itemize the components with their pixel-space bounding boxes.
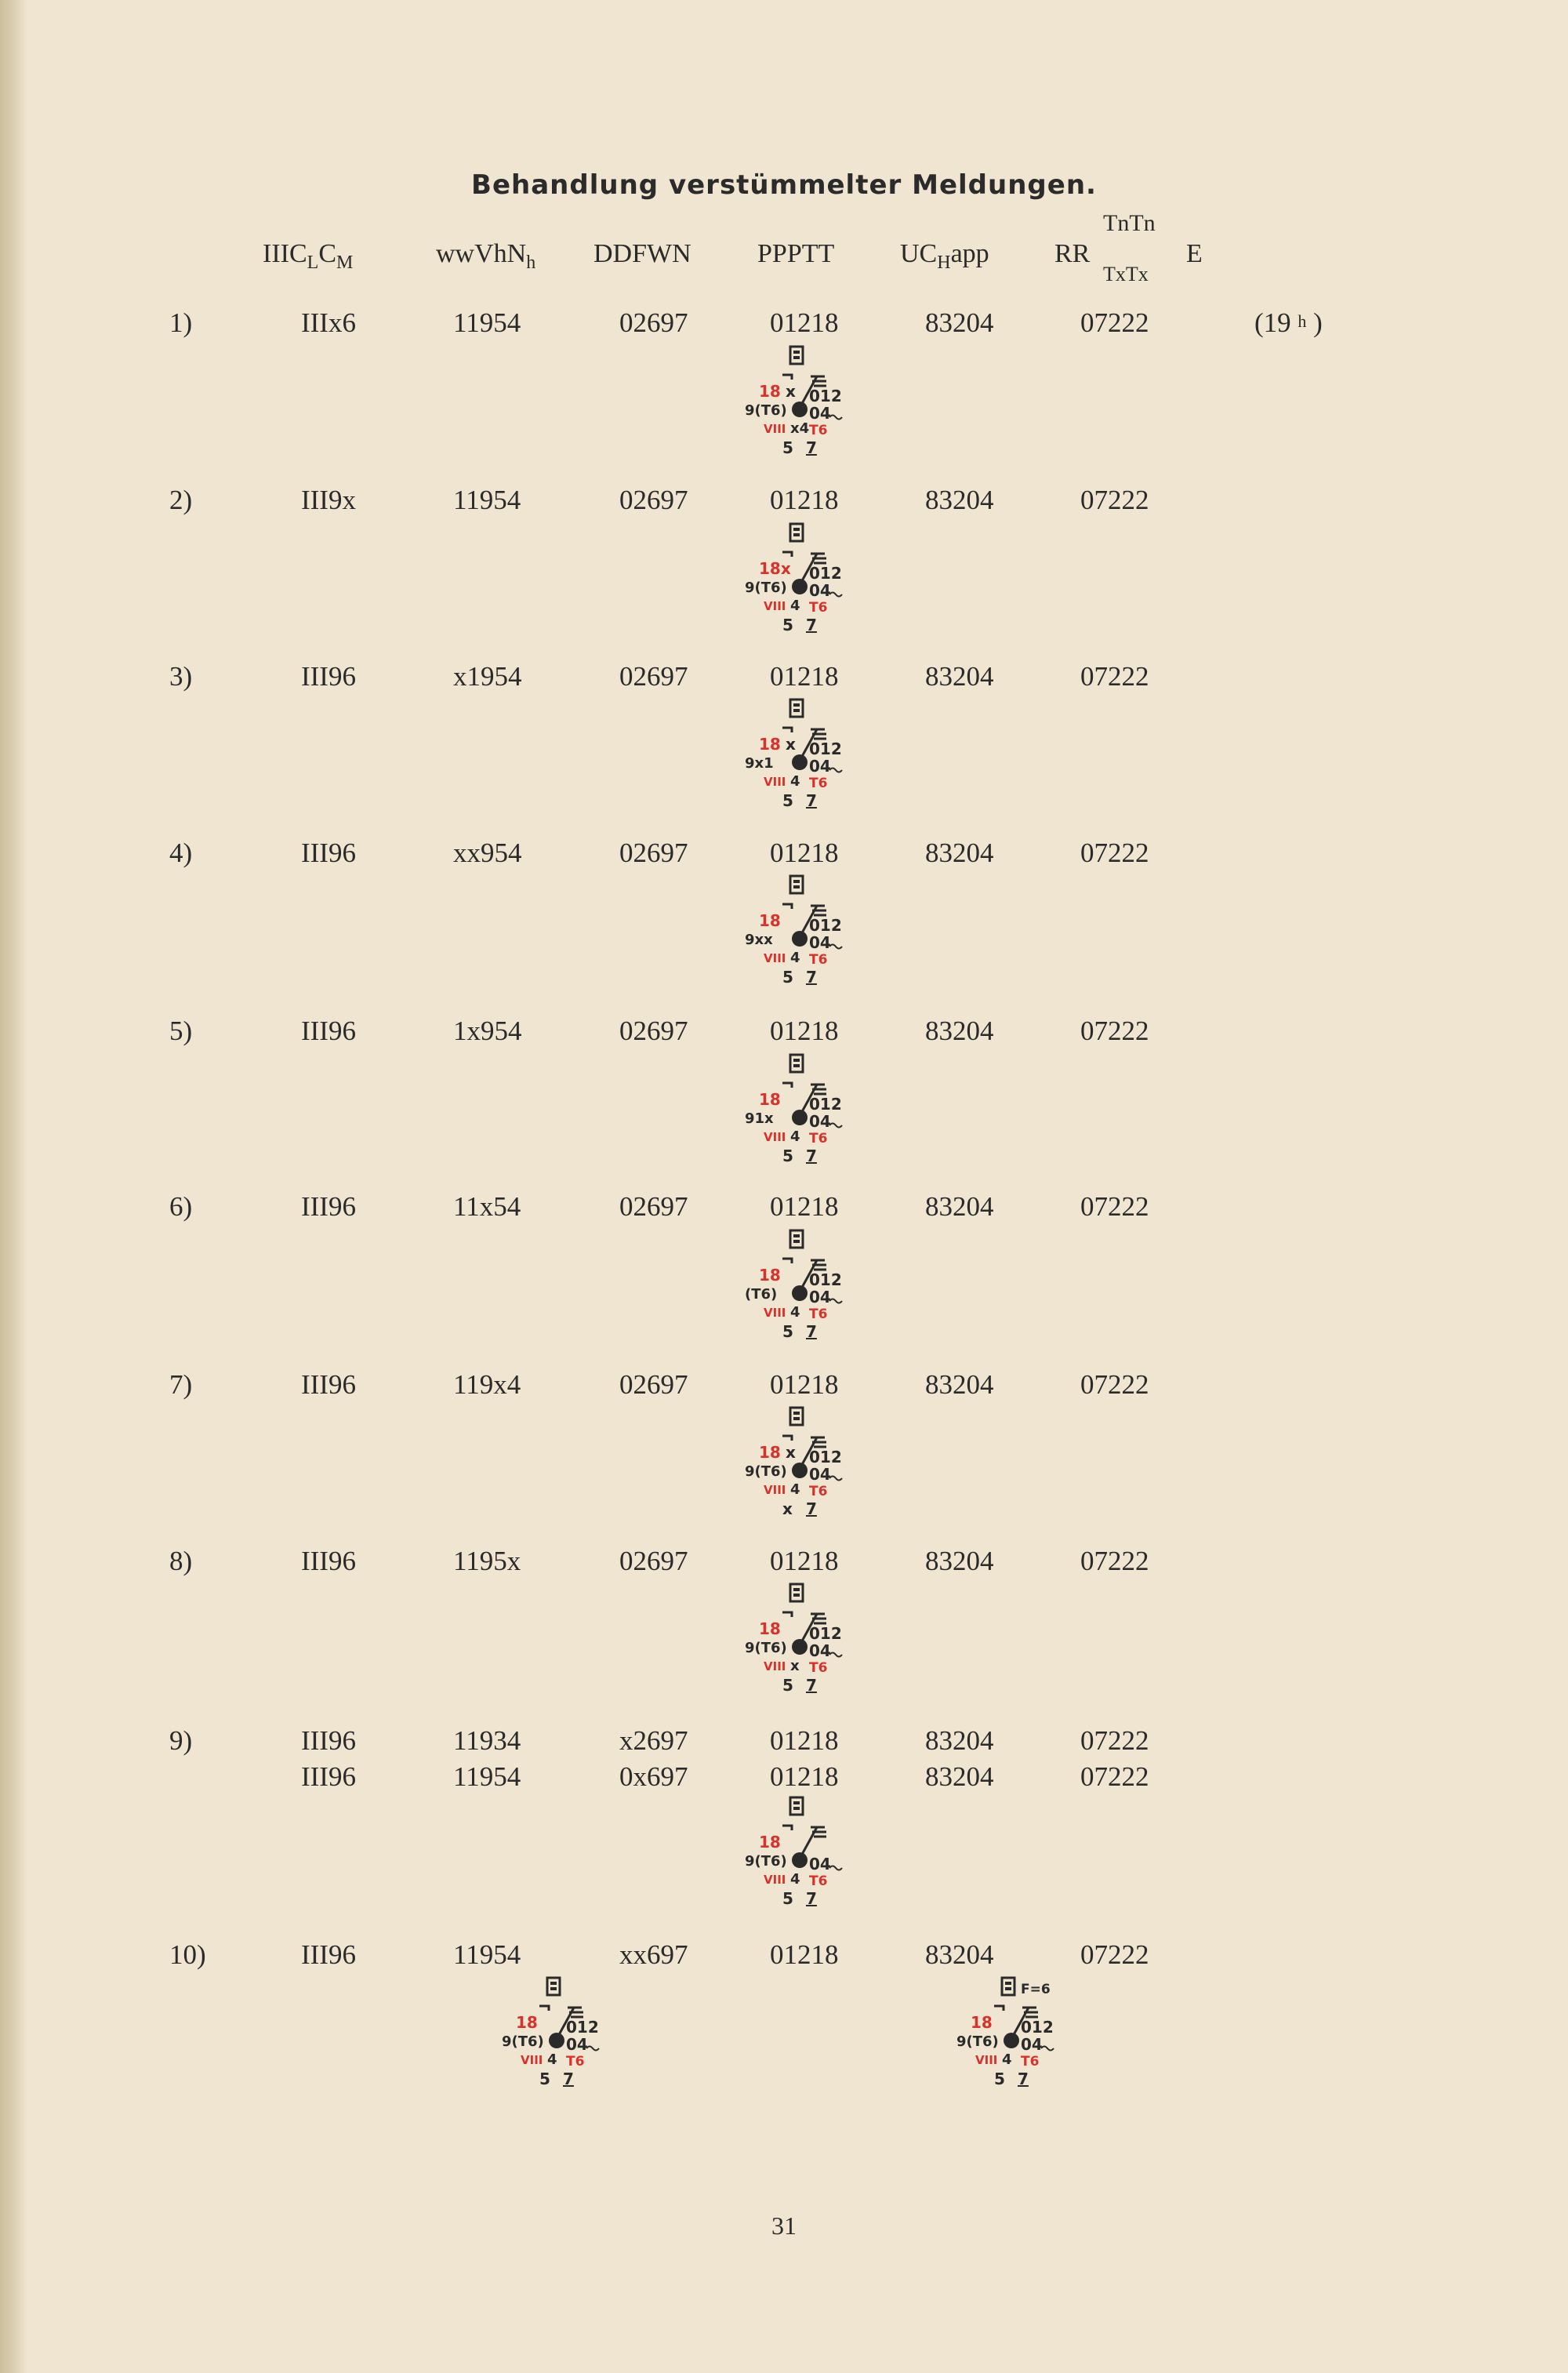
cloud-box-icon [790, 1055, 803, 1072]
table-cell: 07222 [1080, 1016, 1149, 1046]
table-cell: 01218 [770, 1369, 839, 1400]
cloud-box-icon [790, 347, 803, 364]
table-cell: 119x4 [453, 1369, 521, 1400]
svg-text:012: 012 [1021, 2018, 1054, 2037]
header-ppptt: PPPTT [757, 239, 835, 268]
station-model [745, 1229, 855, 1346]
table-cell: 02697 [619, 661, 688, 692]
station-model [745, 1406, 855, 1524]
svg-text:7: 7 [806, 1147, 817, 1165]
svg-text:x: x [786, 382, 796, 401]
table-cell: 83204 [925, 1725, 994, 1756]
svg-text:04: 04 [809, 404, 831, 423]
station-circle-icon [792, 579, 808, 594]
svg-text:9(T6): 9(T6) [745, 1853, 787, 1870]
svg-text:9xx: 9xx [745, 932, 773, 948]
table-cell: 02697 [619, 1369, 688, 1400]
svg-text:18: 18 [759, 382, 781, 401]
cloud-box-icon [790, 1797, 803, 1815]
svg-text:T6: T6 [809, 1873, 828, 1889]
time-annotation: (19 $^h$ ) [1254, 307, 1323, 338]
table-cell: 83204 [925, 1369, 994, 1400]
table-cell: 11954 [453, 1939, 521, 1970]
svg-text:18: 18 [759, 735, 781, 754]
svg-text:04: 04 [566, 2035, 588, 2054]
table-cell: x2697 [619, 1725, 688, 1756]
table-cell: IIIx6 [301, 307, 356, 338]
table-cell: III96 [301, 838, 356, 868]
row-number: 4) [169, 838, 193, 868]
svg-text:18: 18 [759, 1833, 781, 1852]
svg-text:T6: T6 [809, 776, 828, 791]
svg-text:04: 04 [809, 933, 831, 952]
table-cell: x1954 [453, 661, 522, 692]
svg-text:012: 012 [809, 740, 842, 758]
cloud-symbol-icon [994, 2006, 1004, 2011]
svg-text:T6: T6 [809, 952, 828, 968]
svg-text:012: 012 [809, 387, 842, 405]
pressure-trend-icon [829, 1866, 842, 1870]
svg-text:F=6: F=6 [1021, 1982, 1051, 1997]
table-cell: 07222 [1080, 1939, 1149, 1970]
svg-text:04: 04 [1021, 2035, 1043, 2054]
cloud-box-icon [790, 700, 803, 717]
svg-text:VIII: VIII [764, 1873, 786, 1887]
svg-text:012: 012 [809, 1095, 842, 1114]
svg-text:04: 04 [809, 1288, 831, 1306]
table-cell: 07222 [1080, 1761, 1149, 1792]
pressure-trend-icon [829, 1653, 842, 1657]
cloud-symbol-icon [782, 1826, 792, 1830]
svg-text:T6: T6 [1021, 2054, 1040, 2070]
svg-text:18x: 18x [759, 559, 791, 578]
table-cell: 11954 [453, 307, 521, 338]
svg-text:4: 4 [790, 773, 800, 790]
svg-text:7: 7 [563, 2070, 574, 2088]
svg-text:VIII: VIII [764, 422, 786, 436]
svg-text:9(T6): 9(T6) [745, 1640, 787, 1656]
table-cell: 11954 [453, 1761, 521, 1792]
station-circle-icon [792, 1463, 808, 1478]
cloud-symbol-icon [782, 1259, 792, 1263]
pressure-trend-icon [829, 1477, 842, 1481]
svg-text:7: 7 [806, 1676, 817, 1695]
svg-text:012: 012 [809, 1448, 842, 1466]
page-edge [0, 0, 27, 2373]
svg-text:5: 5 [782, 1147, 793, 1165]
pressure-trend-icon [829, 593, 842, 597]
svg-text:T6: T6 [809, 423, 828, 438]
station-model [745, 698, 855, 816]
row-number: 5) [169, 1016, 193, 1046]
svg-text:5: 5 [782, 968, 793, 987]
header-wwvhnh: wwVhN$_h$ [436, 239, 536, 273]
svg-text:4: 4 [790, 1304, 800, 1321]
table-cell: III96 [301, 1191, 356, 1222]
svg-text:012: 012 [809, 1270, 842, 1289]
station-circle-icon [792, 754, 808, 770]
table-cell: 02697 [619, 307, 688, 338]
svg-text:7: 7 [806, 791, 817, 810]
svg-text:4: 4 [1002, 2051, 1012, 2068]
svg-text:VIII: VIII [764, 775, 786, 789]
table-cell: 1195x [453, 1546, 521, 1576]
station-model [745, 1053, 855, 1171]
svg-text:7: 7 [806, 438, 817, 457]
pressure-trend-icon [1041, 2047, 1054, 2051]
svg-text:(T6): (T6) [745, 1286, 778, 1303]
station-model [745, 1796, 855, 1913]
cloud-symbol-icon [782, 552, 792, 557]
table-cell: 83204 [925, 838, 994, 868]
table-cell: 01218 [770, 1939, 839, 1970]
page-number: 31 [771, 2211, 797, 2240]
svg-text:04: 04 [809, 757, 831, 776]
svg-text:012: 012 [809, 564, 842, 583]
table-cell: 1x954 [453, 1016, 522, 1046]
svg-text:91x: 91x [745, 1110, 774, 1127]
table-cell: 83204 [925, 1016, 994, 1046]
svg-text:5: 5 [782, 1676, 793, 1695]
svg-text:9x1: 9x1 [745, 755, 774, 772]
svg-text:04: 04 [809, 1855, 831, 1873]
station-model [745, 874, 855, 992]
table-cell: 83204 [925, 661, 994, 692]
table-cell: III96 [301, 1939, 356, 1970]
svg-text:T6: T6 [809, 1484, 828, 1499]
svg-text:012: 012 [566, 2018, 599, 2037]
svg-text:9(T6): 9(T6) [745, 402, 787, 419]
station-model [745, 522, 855, 640]
table-cell: 07222 [1080, 485, 1149, 515]
pressure-trend-icon [829, 416, 842, 420]
table-cell: 01218 [770, 307, 839, 338]
svg-text:4: 4 [790, 1128, 800, 1145]
table-cell: 02697 [619, 1546, 688, 1576]
table-cell: 02697 [619, 1191, 688, 1222]
station-circle-icon [792, 1639, 808, 1655]
table-cell: 01218 [770, 485, 839, 515]
table-cell: 11934 [453, 1725, 521, 1756]
station-model [956, 1976, 1066, 2094]
header-ddfwn: DDFWN [593, 239, 691, 268]
svg-text:VIII: VIII [764, 1483, 786, 1497]
svg-text:18: 18 [759, 1619, 781, 1638]
table-cell: 0x697 [619, 1761, 688, 1792]
cloud-box-icon [547, 1978, 560, 1995]
table-cell: 83204 [925, 1546, 994, 1576]
svg-text:VIII: VIII [764, 1306, 786, 1320]
table-cell: III96 [301, 1546, 356, 1576]
table-cell: 07222 [1080, 1191, 1149, 1222]
table-cell: III96 [301, 1369, 356, 1400]
svg-text:5: 5 [782, 616, 793, 634]
svg-text:18: 18 [759, 911, 781, 930]
row-number: 9) [169, 1725, 193, 1756]
table-cell: 07222 [1080, 1546, 1149, 1576]
table-cell: 07222 [1080, 307, 1149, 338]
page-title: Behandlung verstümmelter Meldungen. [471, 169, 1097, 201]
svg-text:5: 5 [782, 1322, 793, 1341]
svg-text:04: 04 [809, 581, 831, 600]
station-model [745, 345, 855, 463]
svg-text:T6: T6 [809, 1660, 828, 1676]
svg-text:4: 4 [790, 1481, 800, 1498]
table-cell: 11x54 [453, 1191, 521, 1222]
cloud-symbol-icon [782, 1083, 792, 1088]
svg-text:x: x [790, 1658, 800, 1674]
svg-text:7: 7 [806, 968, 817, 987]
cloud-symbol-icon [782, 375, 792, 380]
table-cell: III96 [301, 661, 356, 692]
cloud-box-icon [790, 1408, 803, 1425]
table-cell: 83204 [925, 307, 994, 338]
row-number: 10) [169, 1939, 206, 1970]
table-cell: 01218 [770, 1546, 839, 1576]
table-cell: III96 [301, 1016, 356, 1046]
cloud-symbol-icon [782, 1436, 792, 1441]
cloud-symbol-icon [782, 904, 792, 909]
svg-text:18: 18 [759, 1090, 781, 1109]
svg-text:VIII: VIII [764, 1130, 786, 1144]
svg-text:04: 04 [809, 1112, 831, 1131]
table-cell: 02697 [619, 1016, 688, 1046]
pressure-trend-icon [829, 1299, 842, 1303]
row-number: 8) [169, 1546, 193, 1576]
svg-text:5: 5 [782, 438, 793, 457]
svg-text:x: x [786, 735, 796, 754]
row-number: 2) [169, 485, 193, 515]
svg-text:4: 4 [547, 2051, 557, 2068]
station-circle-icon [792, 1110, 808, 1125]
svg-text:T6: T6 [809, 1306, 828, 1322]
svg-text:T6: T6 [809, 1131, 828, 1147]
table-cell: 11954 [453, 485, 521, 515]
svg-text:5: 5 [782, 791, 793, 810]
table-cell: 83204 [925, 1191, 994, 1222]
table-cell: III96 [301, 1725, 356, 1756]
table-cell: 02697 [619, 838, 688, 868]
svg-text:T6: T6 [566, 2054, 585, 2070]
svg-text:4: 4 [790, 598, 800, 614]
table-cell: 07222 [1080, 1369, 1149, 1400]
svg-text:012: 012 [809, 1624, 842, 1643]
table-cell: 01218 [770, 1725, 839, 1756]
row-number: 1) [169, 307, 193, 338]
svg-text:04: 04 [809, 1465, 831, 1484]
svg-text:18: 18 [971, 2013, 993, 2032]
table-cell: 01218 [770, 661, 839, 692]
table-cell: 07222 [1080, 838, 1149, 868]
svg-text:VIII: VIII [764, 1659, 786, 1673]
svg-text:7: 7 [806, 616, 817, 634]
station-circle-icon [549, 2033, 564, 2048]
table-cell: xx954 [453, 838, 522, 868]
table-cell: 01218 [770, 1191, 839, 1222]
svg-text:012: 012 [809, 916, 842, 935]
svg-text:9(T6): 9(T6) [956, 2033, 999, 2050]
svg-text:18: 18 [759, 1443, 781, 1462]
svg-text:4: 4 [790, 950, 800, 966]
svg-text:7: 7 [1018, 2070, 1029, 2088]
svg-text:18: 18 [516, 2013, 538, 2032]
svg-text:9(T6): 9(T6) [745, 1463, 787, 1480]
svg-text:VIII: VIII [975, 2053, 998, 2067]
table-cell: III9x [301, 485, 356, 515]
svg-text:9(T6): 9(T6) [745, 580, 787, 596]
row-number: 3) [169, 661, 193, 692]
pressure-trend-icon [829, 1124, 842, 1128]
cloud-box-icon [790, 1230, 803, 1248]
pressure-trend-icon [829, 769, 842, 772]
cloud-box-icon [1002, 1978, 1014, 1995]
cloud-symbol-icon [782, 1612, 792, 1617]
svg-text:5: 5 [539, 2070, 550, 2088]
station-model [745, 1583, 855, 1700]
svg-text:7: 7 [806, 1889, 817, 1908]
table-cell: 07222 [1080, 661, 1149, 692]
row-number: 6) [169, 1191, 193, 1222]
svg-text:7: 7 [806, 1322, 817, 1341]
table-cell: 01218 [770, 1016, 839, 1046]
station-circle-icon [792, 1852, 808, 1868]
svg-text:VIII: VIII [521, 2053, 543, 2067]
svg-text:5: 5 [782, 1889, 793, 1908]
svg-text:x: x [786, 1443, 796, 1462]
table-cell: 83204 [925, 1761, 994, 1792]
header-iiiclcm: $IIIC_LC_M$ [263, 239, 354, 273]
table-cell: 07222 [1080, 1725, 1149, 1756]
station-model [502, 1976, 612, 2094]
station-circle-icon [792, 1285, 808, 1301]
station-circle-icon [1004, 2033, 1019, 2048]
svg-text:x: x [782, 1499, 793, 1518]
svg-text:5: 5 [994, 2070, 1005, 2088]
svg-text:x4: x4 [790, 420, 810, 437]
table-cell: 02697 [619, 485, 688, 515]
svg-text:4: 4 [790, 1871, 800, 1888]
header-uchapp: $UC_Happ$ [900, 239, 989, 273]
table-cell: III96 [301, 1761, 356, 1792]
table-cell: 01218 [770, 1761, 839, 1792]
station-circle-icon [792, 402, 808, 417]
svg-text:04: 04 [809, 1641, 831, 1660]
cloud-symbol-icon [539, 2006, 549, 2011]
svg-text:9(T6): 9(T6) [502, 2033, 544, 2050]
svg-text:T6: T6 [809, 600, 828, 616]
pressure-trend-icon [586, 2047, 599, 2051]
table-cell: xx697 [619, 1939, 688, 1970]
row-number: 7) [169, 1369, 193, 1400]
cloud-box-icon [790, 524, 803, 541]
table-cell: 01218 [770, 838, 839, 868]
station-circle-icon [792, 931, 808, 947]
table-cell: 83204 [925, 485, 994, 515]
cloud-symbol-icon [782, 728, 792, 732]
svg-text:VIII: VIII [764, 951, 786, 965]
cloud-box-icon [790, 876, 803, 893]
svg-text:18: 18 [759, 1266, 781, 1285]
svg-text:7: 7 [806, 1499, 817, 1518]
svg-text:VIII: VIII [764, 599, 786, 613]
header-rrtxtxe: TnTn RR TxTx E [1054, 210, 1203, 285]
table-cell: 83204 [925, 1939, 994, 1970]
cloud-box-icon [790, 1584, 803, 1601]
pressure-trend-icon [829, 945, 842, 949]
